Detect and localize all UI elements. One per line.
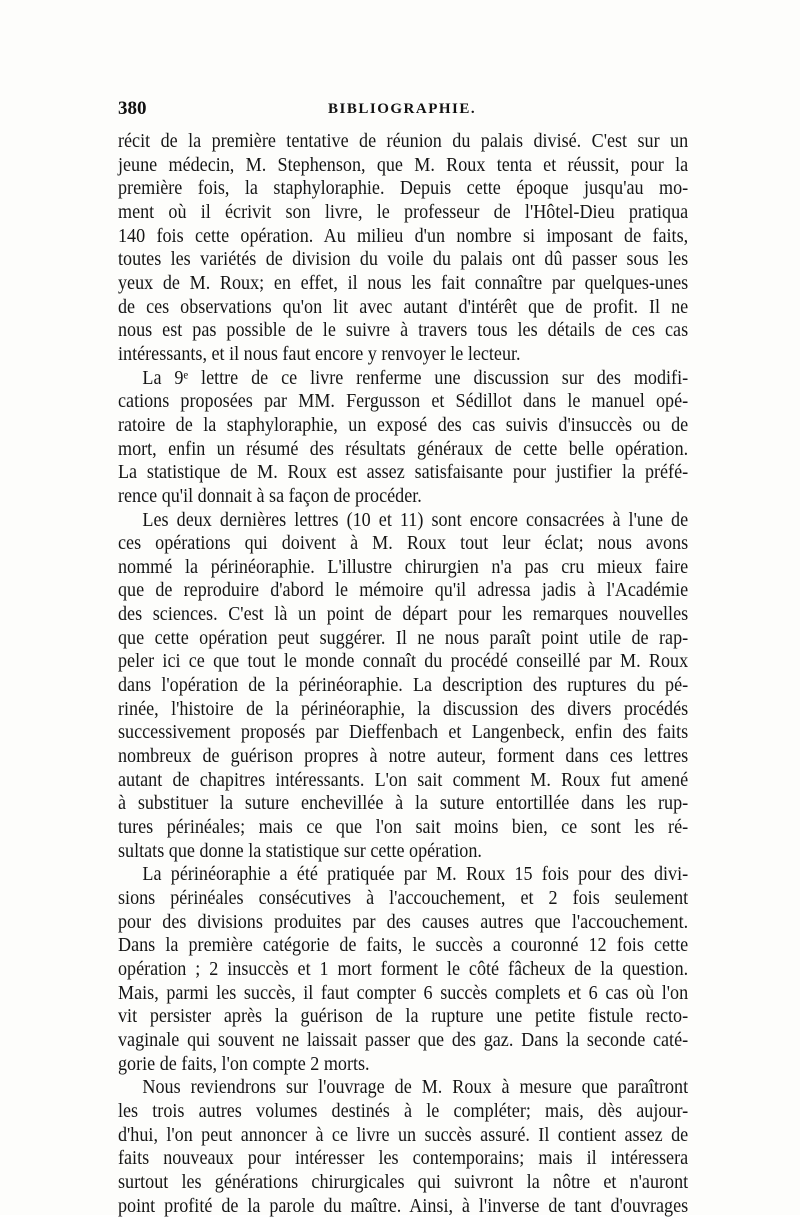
text-line: yeux de M. Roux; en effet, il nous les fait connaître par quelques-unes (118, 271, 689, 294)
text-line: vaginale qui souvent ne laissait passer que des gaz. Dans la seconde caté- (118, 1028, 689, 1051)
text-line: dans l'opération de la périnéoraphie. La description des ruptures du pé- (118, 674, 689, 697)
text-line: de ces observations qu'on lit avec autant d'intérêt que de profit. Il ne (118, 295, 689, 318)
text-line: sions périnéales consécutives à l'accouchement, et 2 fois seulement (118, 887, 689, 909)
text-line: Nous reviendrons sur l'ouvrage de M. Roux à mesure que paraîtront (142, 1076, 689, 1099)
text-line: opération ; 2 insuccès et 1 mort forment le côté fâcheux de la question. (118, 957, 689, 980)
text-line: cations proposées par MM. Fergusson et Sédillot dans le manuel opé- (118, 390, 689, 413)
text-line: Mais, parmi les succès, il faut compter 6 succès complets et 6 cas où l'on (118, 981, 689, 1004)
text-line: première fois, la staphyloraphie. Depuis cette époque jusqu'au mo- (118, 177, 689, 200)
text-line: surtout les générations chirurgicales qui suivront la nôtre et n'auront (118, 1170, 689, 1193)
text-line: que de reproduire d'abord le mémoire qu'il adressa jadis à l'Académie (118, 579, 689, 602)
page-header (118, 98, 688, 122)
text-line: rence qu'il donnait à sa façon de procéder. (118, 484, 422, 507)
text-line: 140 fois cette opération. Au milieu d'un nombre si imposant de faits, (118, 224, 689, 247)
text-line: Les deux dernières lettres (10 et 11) sont encore consacrées à l'une de (142, 508, 689, 531)
text-line: nous est pas possible de le suivre à travers tous les détails de ces cas (118, 319, 689, 342)
text-line: vit persister après la guérison de la rupture une petite fistule recto- (118, 1005, 689, 1028)
text-line: ratoire de la staphyloraphie, un exposé des cas suivis d'insuccès ou de (118, 413, 689, 436)
page-number: 380 (118, 98, 147, 119)
text-line: Dans la première catégorie de faits, le succès a couronné 12 fois cette (118, 934, 689, 957)
text-line: tures périnéales; mais ce que l'on sait moins bien, ce sont les ré- (118, 816, 689, 839)
text-line: nombreux de guérison propres à notre auteur, forment dans ces lettres (118, 745, 689, 768)
text-line: à substituer la suture enchevillée à la suture entortillée dans les rup- (118, 792, 689, 815)
text-line: peler ici ce que tout le monde connaît du procédé conseillé par M. Roux (118, 650, 689, 673)
text-line: pour des divisions produites par des causes autres que l'accouchement. (118, 910, 689, 933)
text-line: des sciences. C'est là un point de départ pour les remarques nouvelles (118, 603, 689, 626)
text-line: ment où il écrivit son livre, le professeur de l'Hôtel-Dieu pratiqua (118, 200, 689, 223)
text-line: gorie de faits, l'on compte 2 morts. (118, 1052, 370, 1075)
text-line: les trois autres volumes destinés à le compléter; mais, dès aujour- (118, 1099, 689, 1122)
text-line: La 9ᵉ lettre de ce livre renferme une discussion sur des modifi- (142, 366, 689, 389)
text-line: toutes les variétés de division du voile du palais ont dû passer sous les (118, 248, 689, 271)
text-line: jeune médecin, M. Stephenson, que M. Roux tenta et réussit, pour la (118, 153, 689, 176)
text-line: La statistique de M. Roux est assez satisfaisante pour justifier la préfé- (118, 461, 689, 484)
running-title: BIBLIOGRAPHIE. (328, 101, 477, 117)
text-line: récit de la première tentative de réunion du palais divisé. C'est sur un (118, 130, 689, 152)
text-line: nommé la périnéoraphie. L'illustre chirurgien n'a pas cru mieux faire (118, 555, 689, 578)
text-line: intéressants, et il nous faut encore y renvoyer le lecteur. (118, 342, 521, 365)
text-line: ces opérations qui doivent à M. Roux tout leur éclat; nous avons (118, 532, 689, 555)
text-line: que cette opération peut suggérer. Il ne nous paraît point utile de rap- (118, 626, 689, 649)
text-line: successivement proposés par Dieffenbach et Langenbeck, enfin des faits (118, 721, 689, 744)
text-line: La périnéoraphie a été pratiquée par M. Roux 15 fois pour des divi- (142, 863, 689, 886)
text-line: rinée, l'histoire de la périnéoraphie, la discussion des divers procédés (118, 697, 689, 720)
body-text (118, 130, 689, 1218)
text-line: faits nouveaux pour intéresser les contemporains; mais il intéressera (118, 1147, 689, 1170)
text-line: autant de chapitres intéressants. L'on sait comment M. Roux fut amené (118, 768, 689, 791)
text-line: point profité de la parole du maître. Ainsi, à l'inverse de tant d'ouvrages (118, 1194, 689, 1217)
text-line: mort, enfin un résumé des résultats généraux de cette belle opération. (118, 437, 689, 460)
text-line: d'hui, l'on peut annoncer à ce livre un succès assuré. Il contient assez de (118, 1123, 689, 1146)
text-line: sultats que donne la statistique sur cette opération. (118, 839, 482, 862)
